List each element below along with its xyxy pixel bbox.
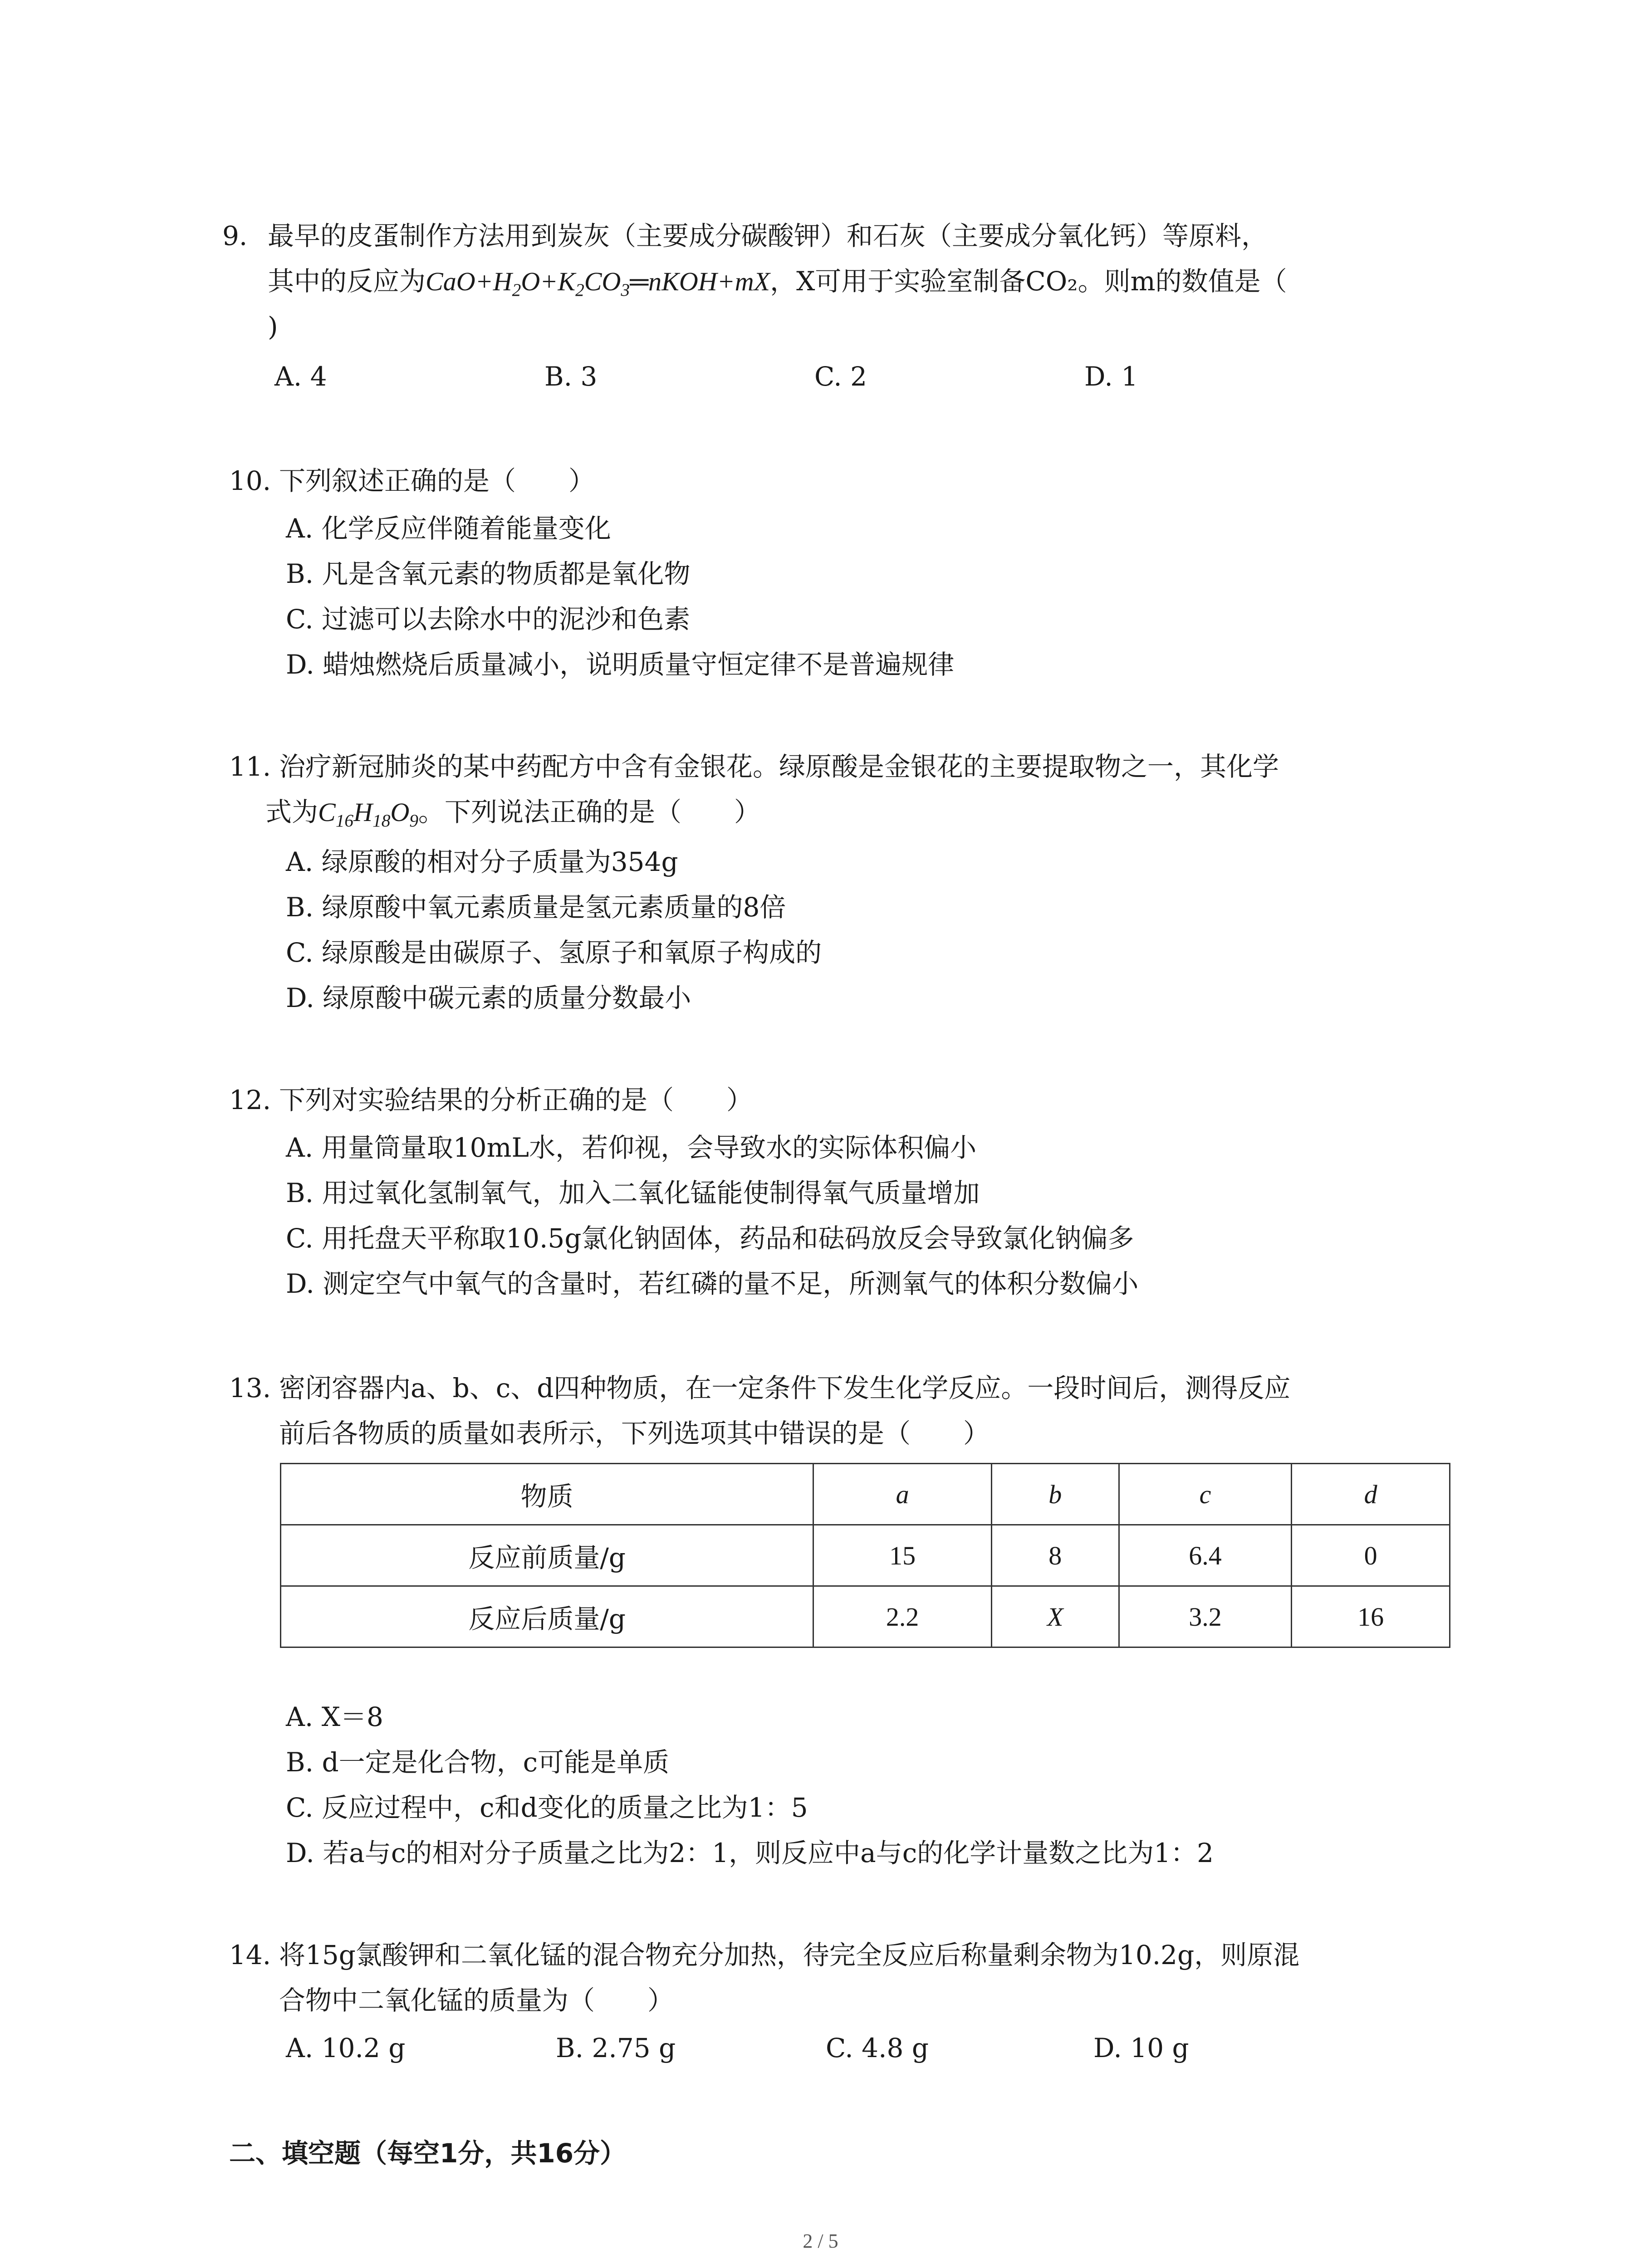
q14-stem-line1: 将15g氯酸钾和二氧化锰的混合物充分加热，待完全反应后称量剩余物为10.2g，则原混 [279, 1940, 1300, 1970]
q13-option-c: C. 反应过程中，c和d变化的质量之比为1：5 [286, 1792, 808, 1823]
q14-number: 14. [229, 1940, 271, 1970]
q13-stem-line2: 前后各物质的质量如表所示，下列选项其中错误的是（ ） [279, 1418, 990, 1449]
q11-option-a: A. 绿原酸的相对分子质量为354g [286, 846, 678, 877]
q11-formula: $C_{16}H_{18}O_9$ [318, 797, 419, 831]
q11-option-c: C. 绿原酸是由碳原子、氢原子和氧原子构成的 [286, 937, 822, 968]
table-header-row [281, 1464, 1450, 1525]
q13-stem-line1: 密闭容器内a、b、c、d四种物质，在一定条件下发生化学反应。一段时间后，测得反应 [279, 1373, 1291, 1403]
q9-option-d: D. 1 [1084, 361, 1138, 392]
q9-stem-line3: ) [268, 311, 278, 342]
q9-number: 9. [222, 220, 248, 251]
table-cell: X [991, 1586, 1119, 1647]
q9-option-a: A. 4 [274, 361, 327, 392]
table-header-cell: b [991, 1464, 1119, 1525]
q14-option-a: A. 10.2 g [286, 2033, 406, 2063]
table-row [281, 1586, 1450, 1647]
q10-option-b: B. 凡是含氧元素的物质都是氧化物 [286, 558, 691, 589]
q12-number: 12. [229, 1085, 271, 1115]
q14-option-d: D. 10 g [1093, 2033, 1189, 2063]
q11-option-d: D. 绿原酸中碳元素的质量分数最小 [286, 982, 691, 1013]
q9-option-b: B. 3 [544, 361, 598, 392]
q13-option-b: B. d一定是化合物，c可能是单质 [286, 1747, 670, 1778]
q13-number: 13. [229, 1373, 271, 1403]
table-cell: 3.2 [1119, 1586, 1292, 1647]
table-header-cell: c [1119, 1464, 1292, 1525]
q10-number: 10. [229, 465, 271, 496]
q12-option-b: B. 用过氧化氢制氧气，加入二氧化锰能使制得氧气质量增加 [286, 1178, 980, 1208]
table-cell: 0 [1292, 1525, 1450, 1586]
q12-option-c: C. 用托盘天平称取10.5g氯化钠固体，药品和砝码放反会导致氯化钠偏多 [286, 1223, 1134, 1254]
q9-stem-line1: 最早的皮蛋制作方法用到炭灰（主要成分碳酸钾）和石灰（主要成分氧化钙）等原料， [268, 220, 1268, 251]
section-title: 二、填空题（每空1分，共16分） [229, 2138, 627, 2169]
mass-table [280, 1463, 1450, 1648]
q14-stem-line2: 合物中二氧化锰的质量为（ ） [279, 1985, 674, 2016]
table-cell: 16 [1292, 1586, 1450, 1647]
table-cell: 反应后质量/g [281, 1586, 813, 1647]
q11-stem-line1: 治疗新冠肺炎的某中药配方中含有金银花。绿原酸是金银花的主要提取物之一，其化学 [279, 751, 1279, 782]
table-cell: 6.4 [1119, 1525, 1292, 1586]
q10-option-a: A. 化学反应伴随着能量变化 [286, 513, 611, 544]
q9-option-c: C. 2 [814, 361, 867, 392]
table-cell: 2.2 [813, 1586, 991, 1647]
q14-option-c: C. 4.8 g [826, 2033, 929, 2063]
table-cell: 8 [991, 1525, 1119, 1586]
table-cell: 15 [813, 1525, 991, 1586]
q13-option-d: D. 若a与c的相对分子质量之比为2：1，则反应中a与c的化学计量数之比为1：2 [286, 1838, 1214, 1868]
q12-option-a: A. 用量筒量取10mL水，若仰视，会导致水的实际体积偏小 [286, 1132, 977, 1163]
q10-option-d: D. 蜡烛燃烧后质量减小，说明质量守恒定律不是普遍规律 [286, 649, 955, 680]
table-header-cell: d [1292, 1464, 1450, 1525]
table-cell: 反应前质量/g [281, 1525, 813, 1586]
q12-option-d: D. 测定空气中氧气的含量时，若红磷的量不足，所测氧气的体积分数偏小 [286, 1268, 1139, 1299]
q10-stem: 下列叙述正确的是（ ） [279, 465, 595, 496]
q13-option-a: A. X＝8 [286, 1701, 383, 1732]
table-row [281, 1525, 1450, 1586]
q10-option-c: C. 过滤可以去除水中的泥沙和色素 [286, 604, 691, 635]
q9-stem-line2: 其中的反应为$CaO+H_2O+K_2CO_3═nKOH+mX$，X可用于实验室制备CO₂。则m的数值是（ [268, 266, 1287, 300]
q9-equation: $CaO+H_2O+K_2CO_3═nKOH+mX$ [426, 267, 770, 300]
page-number: 2 / 5 [803, 2230, 838, 2252]
q11-stem-line2: 式为$C_{16}H_{18}O_9$。下列说法正确的是（ ） [265, 797, 761, 831]
table-header-cell: 物质 [281, 1464, 813, 1525]
q11-number: 11. [229, 751, 271, 782]
q14-option-b: B. 2.75 g [556, 2033, 676, 2063]
q11-option-b: B. 绿原酸中氧元素质量是氢元素质量的8倍 [286, 892, 786, 923]
q12-stem: 下列对实验结果的分析正确的是（ ） [279, 1085, 753, 1115]
table-header-cell: a [813, 1464, 991, 1525]
